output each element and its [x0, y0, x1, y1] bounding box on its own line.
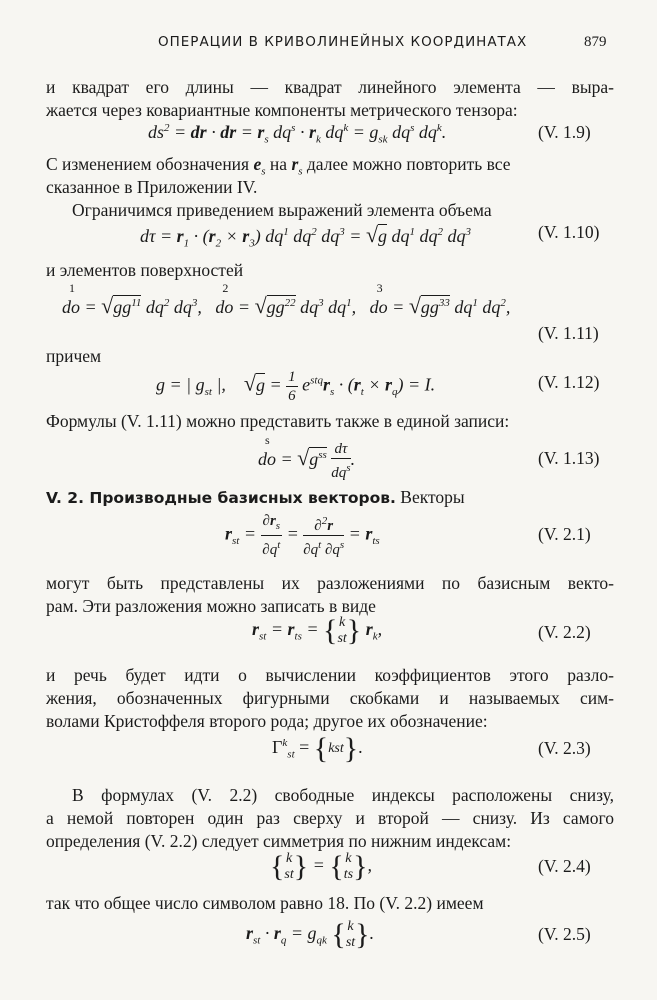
equation-number: (V. 2.3)	[538, 738, 591, 758]
page-header	[0, 34, 657, 58]
equation-number: (V. 2.2)	[538, 622, 591, 642]
equation-body: $ds^2$ = dr · dr = $r_s$ $dq^s \cdot r_k$ $dq^k = g_{sk}$ $dq^s$ $dq^k$.	[148, 122, 447, 146]
paragraph-line: рам. Эти разложения можно записать в виде	[46, 596, 376, 616]
equation-number: (V. 1.12)	[538, 372, 600, 392]
equation-body: do s = $√g^{ss}$ $\frac{d\tau}{dq^s}$ .	[258, 433, 356, 481]
equation-body: $r_{st} \cdot r_q = g_{qk}$ { k st }.	[246, 918, 375, 951]
paragraph-line: и речь будет идти о вычислении коэффициентов этого разло-	[46, 665, 614, 685]
equation-number: (V. 1.11)	[538, 323, 599, 343]
paragraph-line: жения, обозначенных фигурными скобками и называемых сим-	[46, 688, 614, 708]
paragraph-line: так что общее число символом равно 18. По (V. 2.2) имеем	[46, 893, 484, 913]
paragraph-line: Ограничимся приведением выражений элемента объема	[72, 200, 492, 220]
text-fragment: на	[269, 154, 288, 174]
text-fragment: далее можно повторить все	[306, 154, 511, 174]
paragraph-line: С изменением обозначения $e_s$ на $r_s$ далее можно повторить все	[46, 154, 511, 178]
equation-body: $r_{st}$ = $\frac{\partial r_s}{\partial q^t}$ = $\frac{\partial^2r}{\partial q^t \partial q^s}$ = $r_{ts}$	[225, 513, 380, 558]
text-fragment: Векторы	[400, 487, 465, 507]
paragraph-line: причем	[46, 346, 102, 366]
equation-v1-13	[0, 433, 657, 484]
paragraph-line: сказанное в Приложении IV.	[46, 177, 258, 197]
equation-body: do 1 = $√gg^{11}$ $dq^2$ $dq^3$, do 2 = $√gg^{22}$ $dq^3$ $dq^1$, do 3 = $√gg^{33}$ $dq^1$ $dq^2$,	[62, 281, 511, 318]
paragraph-line: жается через ковариантные компоненты метрического тензора:	[46, 100, 518, 120]
equation-v2-5	[0, 918, 657, 962]
paragraph-line: волами Кристоффеля второго рода; другое их обозначение:	[46, 711, 488, 731]
equation-number: (V. 1.10)	[538, 222, 600, 242]
equation-number: (V. 1.13)	[538, 448, 600, 468]
equation-v1-12	[0, 368, 657, 412]
paragraph-line: и элементов поверхностей	[46, 260, 244, 280]
equation-body: { k st } = { k ts },	[270, 850, 372, 883]
equation-number: (V. 2.5)	[538, 924, 591, 944]
equation-body: $d\tau = r_1 \cdot (r_2 \times r_3)$ $dq^1$ $dq^2$ $dq^3 = √g$ $dq^1$ $dq^2$ $dq^3$	[140, 222, 472, 250]
paragraph-line: а немой повторен один раз сверху и второй — снизу. Из самого	[46, 808, 614, 828]
equation-body: $r_{st} = r_{ts}$ = { k st } $r_k$,	[252, 614, 383, 647]
paragraph-line: определения (V. 2.2) следует симметрия по нижним индексам:	[46, 831, 512, 851]
paragraph-line: могут быть представлены их разложениями по базисным векто-	[46, 573, 614, 593]
section-heading-line	[46, 486, 614, 510]
equation-body: g = | $g_{st}$ |, √g = $\frac{1}{6}$ $e^{stq}r_s \cdot (r_t \times r_q) = I$.	[156, 369, 436, 404]
equation-number: (V. 2.4)	[538, 856, 591, 876]
equation-number: (V. 1.9)	[538, 122, 591, 142]
paragraph-line: В формулах (V. 2.2) свободные индексы расположены снизу,	[72, 785, 614, 805]
paragraph-line: Формулы (V. 1.11) можно представить также в единой записи:	[46, 411, 510, 431]
paragraph-line: и квадрат его длины — квадрат линейного элемента — выра-	[46, 77, 614, 97]
page-number: 879	[584, 34, 607, 50]
equation-number: (V. 2.1)	[538, 524, 591, 544]
equation-v2-2	[0, 614, 657, 658]
section-heading: V. 2. Производные базисных векторов.	[46, 489, 396, 507]
text-fragment: С изменением обозначения	[46, 154, 250, 174]
equation-v2-3	[0, 732, 657, 776]
equation-v2-4	[0, 850, 657, 894]
equation-body: $\Gamma^k_{st} = \{kst\}$.	[272, 732, 363, 765]
equation-v2-1	[0, 512, 657, 562]
running-title: ОПЕРАЦИИ В КРИВОЛИНЕЙНЫХ КООРДИНАТАХ	[158, 34, 528, 50]
